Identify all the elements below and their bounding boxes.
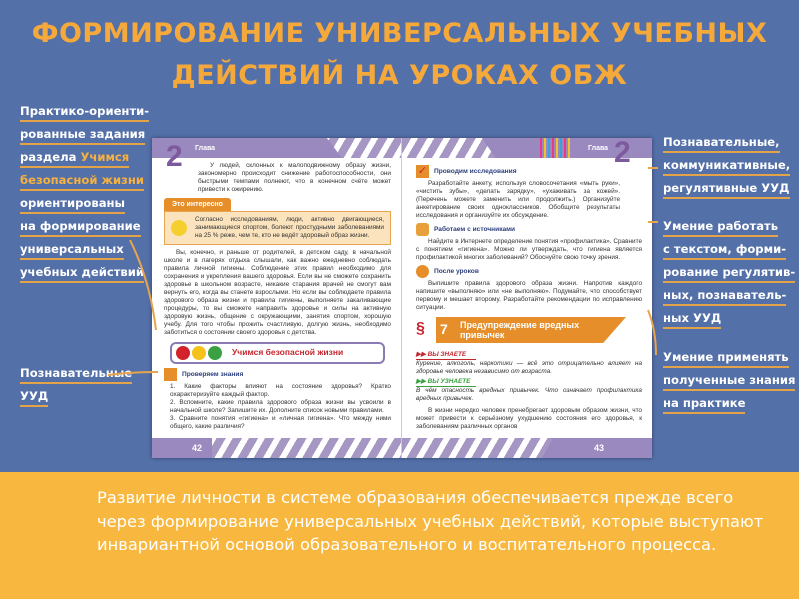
know-label-text: ВЫ ЗНАЕТЕ (427, 351, 467, 358)
note-line: ориентированы (20, 195, 125, 214)
note-line: Практико-ориенти- (20, 103, 149, 122)
note-line: Умение работать (663, 218, 778, 237)
after-text: Выпишите правила здорового образа жизни. Напротив каждого напишите «выполняю» или «не выполняю». Подумайте, что способствует первому и мешает второму. Разработайте рекомендации по исправлению ситуации. (416, 280, 642, 311)
safe-life-title: Учимся безопасной жизни (232, 347, 344, 357)
note-line: Умение применять (663, 349, 789, 368)
note-text: раздела (20, 150, 81, 164)
know-text: Курение, алкоголь, наркотики — всё это отрицательно влияет на здоровье человека независимо от возраста. (416, 360, 642, 375)
note-highlight: безопасной жизни (20, 172, 144, 191)
note-line: регулятивные УУД (663, 180, 790, 199)
footer-purple (152, 438, 212, 458)
interest-text: Согласно исследованиям, люди, активно двигающиеся, занимающиеся спортом, болеют простудными заболеваниями на 25 % реже, чем те, кто не ведёт здоровый образ жизни. (195, 216, 384, 239)
arrow-down-icon (164, 368, 177, 381)
note-line: на формирование (20, 218, 141, 237)
note-line: УУД (20, 388, 48, 407)
clock-icon (416, 265, 429, 278)
note-line: учебных действий (20, 264, 144, 283)
slide-title-line2: ДЕЙСТВИЙ НА УРОКАХ ОБЖ (171, 60, 628, 91)
learn-label-text: ВЫ УЗНАЕТЕ (427, 378, 471, 385)
note-line: универсальных (20, 241, 124, 260)
body-text: Вы, конечно, и раньше от родителей, в детском саду, в начальной школе и в лагерях отдыха слышали, как важно ежедневно соблюдать правила личной гигиены. Соблюдение этих правил необходимо для сохранения и укрепления вашего здоровья. Если вы не сможете сохранить здоровье в школьном возрасте, никакие старания врачей не смогут вам вернуть его, когда вы станете взрослыми. Но если вы соблюдаете правила здорового образа жизни и правила гигиены, выполняете закаливающие процедуры, то вы сможете направить здоровье и силы на активную здоровую жизнь, общение с окружающими, занятия спортом, хорошую учебу. Для того чтобы прожить счастливую, долгую жизнь, необходимо заботиться о состоянии своего здоровья с детства. (164, 249, 391, 336)
after-title: После уроков (434, 267, 479, 275)
color-stripes (540, 138, 570, 158)
sources-header (416, 223, 642, 236)
traffic-light-banner (170, 342, 385, 364)
bottom-band (0, 472, 799, 599)
textbook-spread (152, 138, 652, 458)
page-left (152, 138, 402, 458)
chapter-label: Глава (195, 145, 216, 152)
people-icon (416, 223, 429, 236)
chapter-number: 2 (166, 140, 183, 173)
after-header (416, 265, 642, 278)
section-title: Предупреждение вредных привычек (460, 320, 580, 340)
check-header (164, 368, 391, 381)
learn-text: В чём опасность вредных привычек. Что означает профилактика вредных привычек. (416, 387, 642, 402)
page-number: 42 (192, 443, 203, 453)
interest-block (164, 198, 391, 245)
note-line: коммуникативные, (663, 157, 790, 176)
slide-title-line1: ФОРМИРОВАНИЕ УНИВЕРСАЛЬНЫХ УЧЕБНЫХ (31, 18, 768, 49)
note-line (20, 149, 129, 168)
note-line: Познавательные (20, 365, 132, 384)
right-note-3 (663, 346, 795, 415)
sources-text: Найдите в Интернете определение понятия «профилактика». Сравните с понятием «гигиена». Можно ли утверждать, что гигиена является профилактикой многих заболеваний? Обоснуйте свою точку зрения. (416, 238, 642, 261)
lightbulb-icon (171, 220, 187, 236)
research-header (416, 165, 642, 178)
section-number: 7 (440, 321, 448, 337)
checkbox-icon: ✓ (417, 165, 428, 177)
note-line: с текстом, форми- (663, 241, 786, 260)
interest-title: Это интересно (164, 198, 231, 211)
know-label: ▶▶ ВЫ ЗНАЕТЕ (416, 351, 476, 360)
research-title: Проводим исследования (434, 167, 517, 175)
chapter-label: Глава (588, 145, 609, 152)
page-number: 43 (594, 443, 605, 453)
note-line: полученные знания (663, 372, 795, 391)
note-line: рованные задания (20, 126, 145, 145)
intro-text: У людей, склонных к малоподвижному образу жизни, закономерно происходит снижение работоспособности, они быстрыми темпами полнеют, что в конечном счёте может привести к ожирению. (198, 162, 391, 193)
interest-box (164, 211, 391, 245)
red-light-icon (176, 346, 190, 360)
note-line: на практике (663, 395, 745, 414)
check-title: Проверяем знания (182, 370, 244, 378)
right-note-2 (663, 215, 795, 330)
note-line: Познавательные, (663, 134, 780, 153)
research-text: Разработайте анкету, используя словосочетания «мыть руки», «чистить зубы», «делать зарядку», «ухаживать за кожей». (Перечень можете заменить или продолжить.) Организуйте анкетирование своих одноклассников. Обобщите результаты исследования и организуйте их обсуждение. (416, 180, 620, 219)
left-note-2 (20, 362, 132, 408)
right-note-1 (663, 131, 790, 200)
body-text: В жизни нередко человек пренебрегает здоровым образом жизни, что может привести к серьёзному ухудшению состояния его здоровья, к заболеваниям различных органов (416, 407, 642, 430)
left-note-1 (20, 100, 149, 284)
question: 2. Вспомните, какие правила здорового образа жизни вы усвоили в начальной школе? Запишите их. Дополните список новыми правилами. (170, 399, 391, 414)
green-light-icon (208, 346, 222, 360)
note-highlight: Учимся (80, 150, 130, 164)
summary-text: Развитие личности в системе образования обеспечивается прежде всего через формирование универсальных учебных действий, которые выступают инвариантной основой образовательного и воспитательного процесса. (97, 488, 764, 554)
yellow-light-icon (192, 346, 206, 360)
note-line: рование регулятив- (663, 264, 795, 283)
note-line: ных, познаватель- (663, 287, 786, 306)
page-right (402, 138, 652, 458)
sources-title: Работаем с источниками (434, 225, 516, 233)
chapter-number: 2 (614, 138, 631, 169)
section-sign: § (416, 320, 425, 337)
question: 3. Сравните понятия «гигиена» и «личная гигиена». Что между ними общего, какие различия? (170, 415, 391, 430)
section-header (416, 317, 642, 345)
note-line: ных УУД (663, 310, 721, 329)
learn-label: ▶▶ ВЫ УЗНАЕТЕ (416, 378, 476, 387)
question: 1. Какие факторы влияют на состояние здоровья? Кратко охарактеризуйте каждый фактор. (170, 383, 391, 398)
questions-list (170, 383, 391, 431)
